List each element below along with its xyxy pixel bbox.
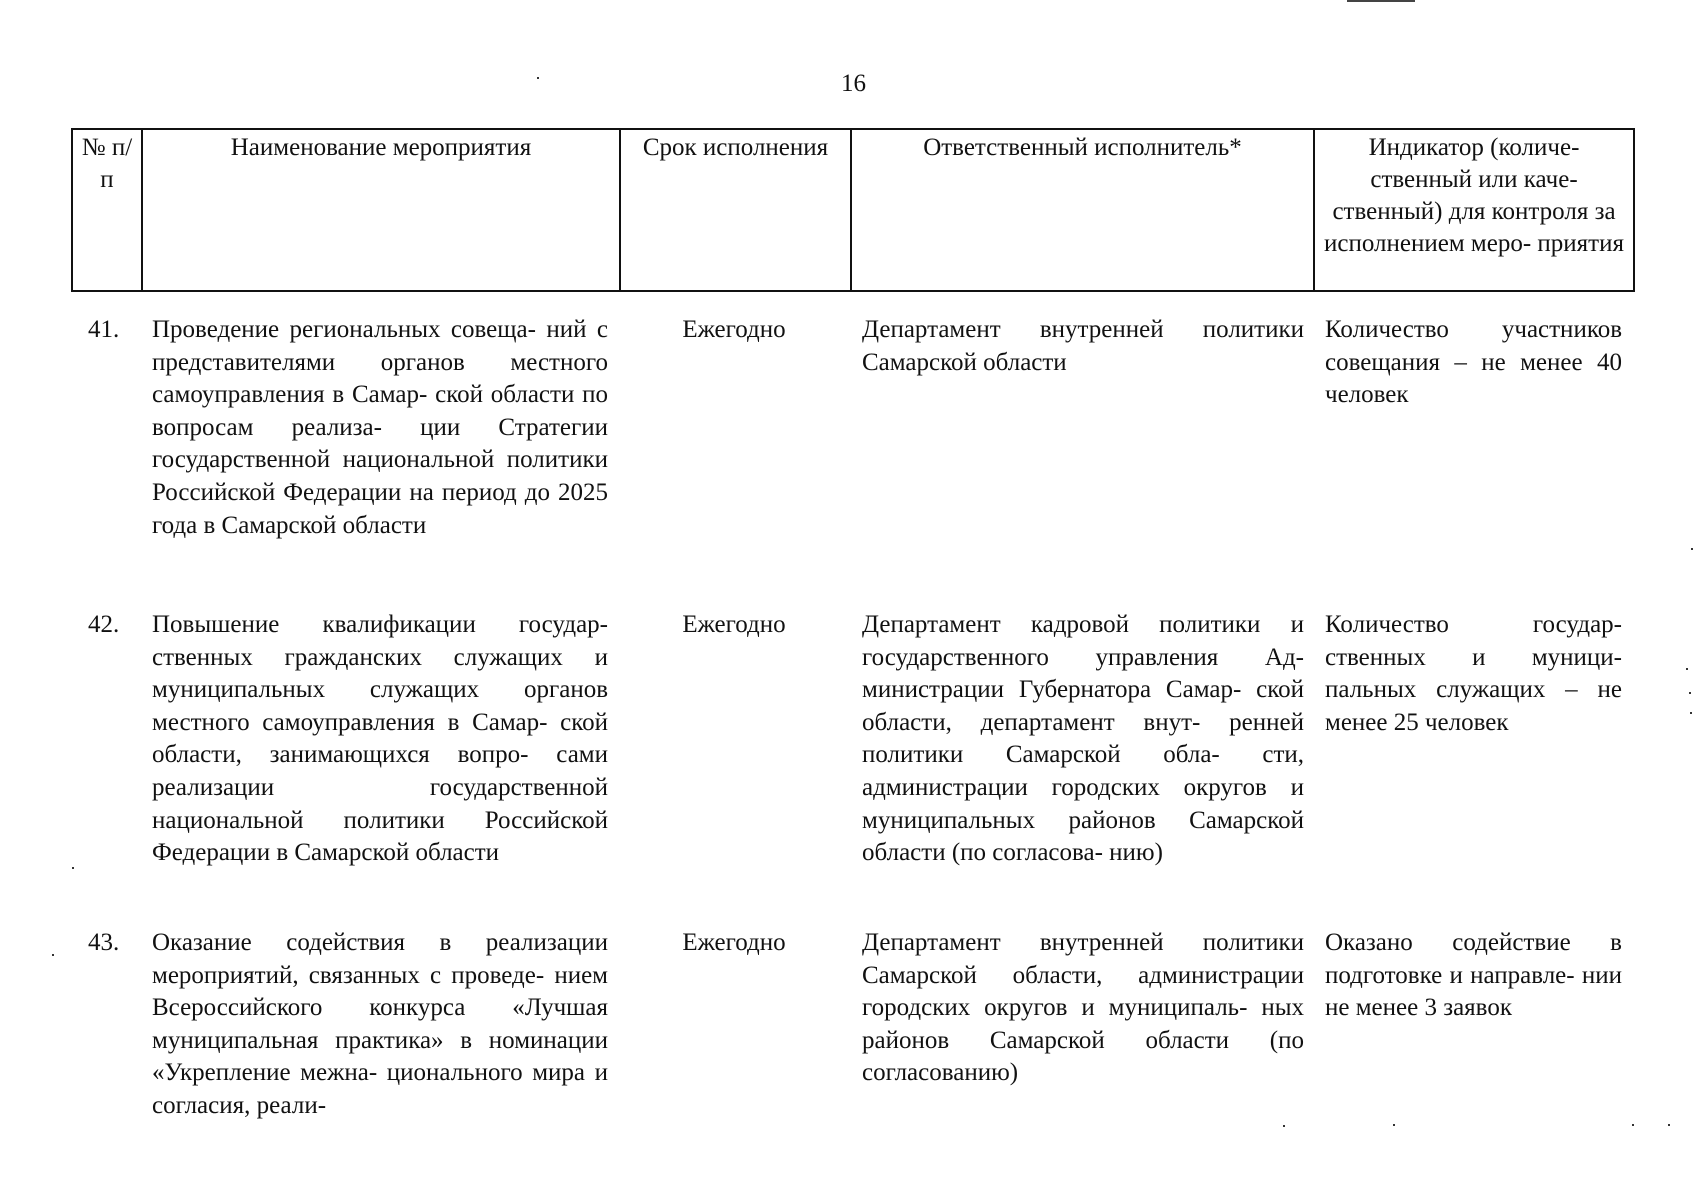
event-term: Ежегодно [682, 929, 786, 956]
event-responsible: Департамент внутренней политики Самарской области [862, 316, 1304, 376]
event-responsible: Департамент внутренней политики Самарской области, администрации городских округов и муниципаль- ных районов Самарской области (по согласованию) [862, 929, 1304, 1087]
event-term: Ежегодно [682, 316, 786, 343]
row-number: 42. [88, 611, 120, 638]
event-indicator: Количество участников совещания – не менее 40 человек [1325, 316, 1622, 409]
scan-speck [1686, 668, 1688, 670]
scan-speck [1393, 1124, 1395, 1126]
scan-speck [72, 867, 74, 869]
scan-mark [1347, 0, 1415, 2]
header-name: Наименование мероприятия [142, 129, 620, 291]
scan-speck [52, 954, 54, 956]
row-number: 43. [88, 929, 120, 956]
header-responsible: Ответственный исполнитель* [851, 129, 1314, 291]
header-num: № п/п [72, 129, 142, 291]
scan-speck [1668, 1124, 1670, 1126]
event-name: Оказание содействия в реализации мероприятий, связанных с проведе- нием Всероссийского конкурса «Лучшая муниципальная практика» в номинации «Укрепление межна- ционального мира и согласия, реали- [152, 929, 608, 1119]
event-responsible: Департамент кадровой политики и государственного управления Ад- министрации Губернатора Самар- ской области, департамент внут- ренней политики Самарской обла- сти, администрации городских округов и муниципальных районов Самарской области (по согласова- нию) [862, 611, 1304, 867]
scan-speck [1283, 1125, 1285, 1127]
page-number: 16 [841, 70, 866, 97]
scan-speck [1689, 692, 1691, 694]
scan-speck [1632, 1124, 1634, 1126]
event-name: Проведение региональных совеща- ний с представителями органов местного самоуправления в Самар- ской области по вопросам реализа- ции Стратегии государственной национальной политики Российской Федерации на период до 2025 года в Самарской области [152, 316, 608, 539]
header-indicator: Индикатор (количе- ственный или каче- ственный) для контроля за исполнением меро- приятия [1314, 129, 1634, 291]
scan-speck [537, 77, 539, 79]
event-indicator: Оказано содействие в подготовке и направле- нии не менее 3 заявок [1325, 929, 1622, 1022]
header-term: Срок исполнения [620, 129, 851, 291]
table-header [71, 128, 1635, 292]
scan-speck [1690, 712, 1692, 714]
event-indicator: Количество государ- ственных и муници- пальных служащих – не менее 25 человек [1325, 611, 1622, 736]
scan-speck [1691, 548, 1693, 550]
row-number: 41. [88, 316, 120, 343]
event-term: Ежегодно [682, 611, 786, 638]
event-name: Повышение квалификации государ- ственных гражданских служащих и муниципальных служащих органов местного самоуправления в Самар- ской области, занимающихся вопро- сами реализации государственной национальной политики Российской Федерации в Самарской области [152, 611, 608, 867]
